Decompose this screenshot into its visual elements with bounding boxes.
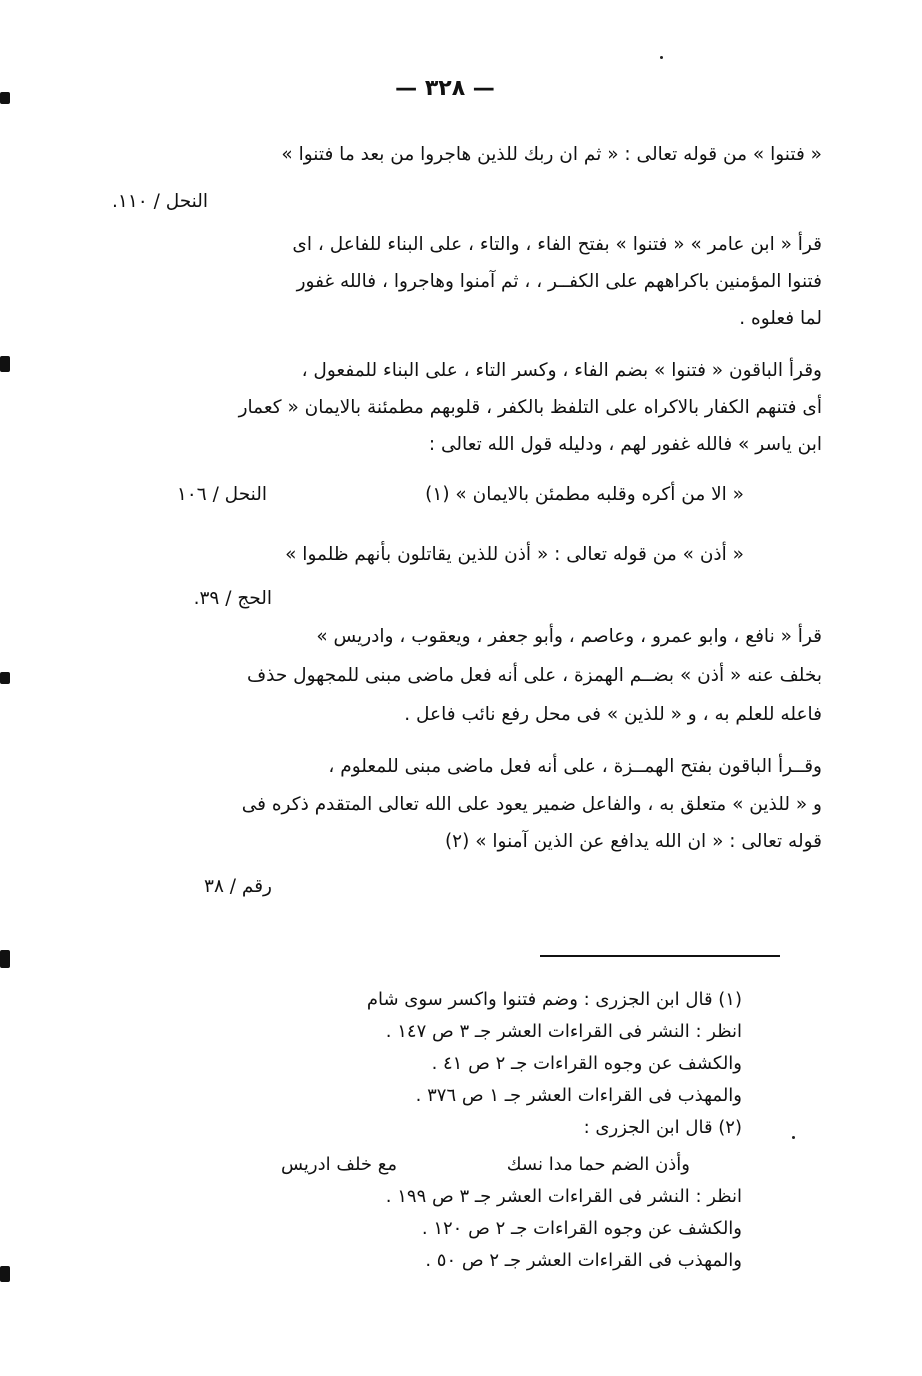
binding-mark bbox=[0, 92, 10, 104]
footnote-verse: وأذن الضم حما مدا نسك bbox=[506, 1154, 690, 1175]
binding-mark bbox=[0, 672, 10, 684]
verse-reference: رقم / ٣٨ bbox=[204, 876, 272, 897]
text-line: وقرأ الباقون « فتنوا » بضم الفاء ، وكسر التاء ، على البناء للمفعول ، bbox=[301, 360, 822, 381]
footnote-line: والمهذب فى القراءات العشر جـ ٢ ص ٥٠ . bbox=[425, 1250, 742, 1271]
text-line: فتنوا المؤمنين باكراههم على الكفــر ، ، ثم آمنوا وهاجروا ، فالله غفور bbox=[296, 271, 822, 292]
scan-speck bbox=[660, 56, 663, 59]
text-line: بخلف عنه « أذن » بضــم الهمزة ، على أنه فعل ماضى مبنى للمجهول حذف bbox=[246, 665, 822, 686]
text-line: قوله تعالى : « ان الله يدافع عن الذين آمنوا » (٢) bbox=[444, 831, 822, 852]
text-line: « أذن » من قوله تعالى : « أذن للذين يقاتلون بأنهم ظلموا » bbox=[285, 544, 744, 565]
binding-mark bbox=[0, 356, 10, 372]
footnote-line: انظر : النشر فى القراءات العشر جـ ٣ ص ١٩٩ . bbox=[385, 1186, 742, 1207]
footnote-line: والمهذب فى القراءات العشر جـ ١ ص ٣٧٦ . bbox=[415, 1085, 742, 1106]
text-line: ابن ياسر » فالله غفور لهم ، ودليله قول الله تعالى : bbox=[428, 434, 822, 455]
footnote-line: انظر : النشر فى القراءات العشر جـ ٣ ص ١٤٧ . bbox=[385, 1021, 742, 1042]
quoted-verse: « الا من أكره وقلبه مطمئن بالايمان » (١) bbox=[425, 484, 744, 505]
text-line: فاعله للعلم به ، و « للذين » فى محل رفع نائب فاعل . bbox=[404, 704, 822, 725]
footnote-line: (١) قال ابن الجزرى : وضم فتنوا واكسر سوى شام bbox=[366, 989, 742, 1010]
binding-mark bbox=[0, 950, 10, 968]
text-line: أى فتنهم الكفار بالاكراه على التلفظ بالكفر ، قلوبهم مطمئنة بالايمان « كعمار bbox=[238, 397, 822, 418]
binding-mark bbox=[0, 1266, 10, 1282]
footnote-separator bbox=[540, 955, 780, 957]
footnote-line: والكشف عن وجوه القراءات جـ ٢ ص ١٢٠ . bbox=[421, 1218, 742, 1239]
verse-reference: النحل / ١٠٦ bbox=[176, 484, 267, 505]
footnote-line: والكشف عن وجوه القراءات جـ ٢ ص ٤١ . bbox=[431, 1053, 742, 1074]
text-line: لما فعلوه . bbox=[739, 308, 822, 329]
text-line: قرأ « نافع ، وابو عمرو ، وعاصم ، وأبو جعفر ، ويعقوب ، وادريس » bbox=[316, 626, 822, 647]
text-line: و « للذين » متعلق به ، والفاعل ضمير يعود على الله تعالى المتقدم ذكره فى bbox=[241, 794, 822, 815]
text-line: « فتنوا » من قوله تعالى : « ثم ان ربك للذين هاجروا من بعد ما فتنوا » bbox=[281, 144, 822, 165]
text-line: قرأ « ابن عامر » « فتنوا » بفتح الفاء ، والتاء ، على البناء للفاعل ، اى bbox=[292, 234, 822, 255]
footnote-verse: مع خلف ادريس bbox=[280, 1154, 397, 1175]
footnote-line: (٢) قال ابن الجزرى : bbox=[583, 1117, 742, 1138]
verse-reference: النحل / ١١٠. bbox=[112, 191, 209, 212]
page-number: — ٣٢٨ — bbox=[395, 76, 495, 101]
scan-speck bbox=[792, 1136, 795, 1139]
verse-reference: الحج / ٣٩. bbox=[193, 588, 272, 609]
text-line: وقــرأ الباقون بفتح الهمــزة ، على أنه فعل ماضى مبنى للمعلوم ، bbox=[328, 756, 822, 777]
